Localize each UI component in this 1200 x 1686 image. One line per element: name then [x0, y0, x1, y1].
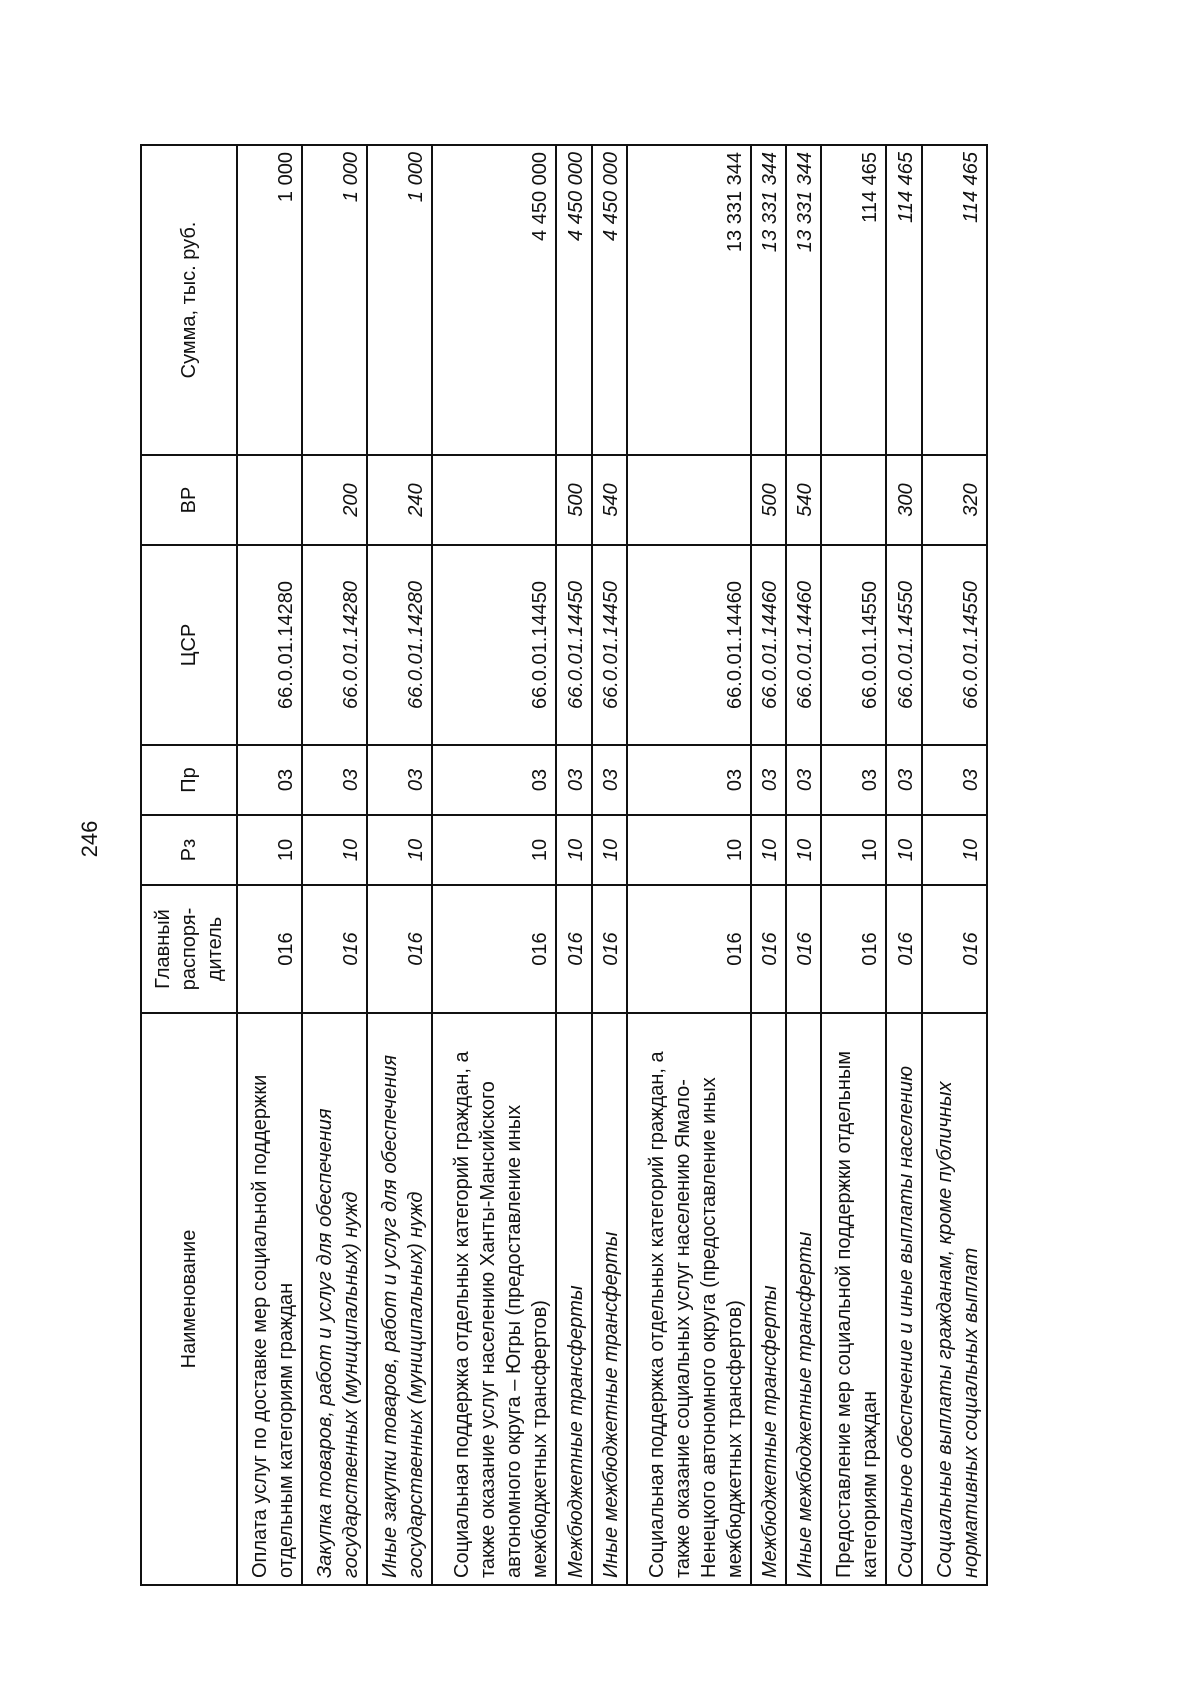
cell-sum: 13 331 344	[627, 145, 751, 455]
cell-vr: 540	[786, 455, 821, 545]
cell-csr: 66.0.01.14550	[821, 545, 886, 745]
cell-rz: 10	[237, 815, 302, 885]
cell-name: Межбюджетные трансферты	[751, 1013, 786, 1585]
table-row	[556, 145, 591, 1585]
cell-rz: 10	[302, 815, 367, 885]
cell-rz: 10	[592, 815, 627, 885]
cell-vr	[821, 455, 886, 545]
cell-name: Иные межбюджетные трансферты	[786, 1013, 821, 1585]
cell-gr: 016	[432, 885, 556, 1013]
cell-gr: 016	[922, 885, 987, 1013]
cell-pr: 03	[432, 745, 556, 815]
cell-vr	[237, 455, 302, 545]
cell-rz: 10	[886, 815, 921, 885]
cell-sum: 13 331 344	[786, 145, 821, 455]
header-vr: ВР	[141, 455, 237, 545]
cell-csr: 66.0.01.14550	[922, 545, 987, 745]
cell-gr: 016	[237, 885, 302, 1013]
page-number: 246	[77, 820, 102, 858]
cell-pr: 03	[237, 745, 302, 815]
cell-vr: 200	[302, 455, 367, 545]
cell-pr: 03	[592, 745, 627, 815]
cell-gr: 016	[821, 885, 886, 1013]
cell-name: Иные закупки товаров, работ и услуг для обеспечения государственных (муниципальных) нужд	[367, 1013, 432, 1585]
cell-vr	[432, 455, 556, 545]
table-row	[786, 145, 821, 1585]
table-row	[237, 145, 302, 1585]
cell-vr: 300	[886, 455, 921, 545]
cell-name: Социальная поддержка отдельных категорий граждан, а также оказание услуг населению Ханты-Мансийского автономного округа – Югры (предоставление иных межбюджетных трансфертов)	[432, 1013, 556, 1585]
table-row	[432, 145, 556, 1585]
table-row	[922, 145, 987, 1585]
cell-vr: 320	[922, 455, 987, 545]
cell-pr: 03	[786, 745, 821, 815]
cell-gr: 016	[592, 885, 627, 1013]
cell-pr: 03	[751, 745, 786, 815]
cell-csr: 66.0.01.14280	[367, 545, 432, 745]
cell-sum: 1 000	[367, 145, 432, 455]
cell-rz: 10	[556, 815, 591, 885]
table-row	[627, 145, 751, 1585]
cell-name: Закупка товаров, работ и услуг для обеспечения государственных (муниципальных) нужд	[302, 1013, 367, 1585]
table-row	[821, 145, 886, 1585]
budget-table	[140, 144, 988, 1586]
cell-name: Социальное обеспечение и иные выплаты населению	[886, 1013, 921, 1585]
cell-csr: 66.0.01.14280	[237, 545, 302, 745]
cell-gr: 016	[786, 885, 821, 1013]
cell-csr: 66.0.01.14450	[592, 545, 627, 745]
cell-gr: 016	[302, 885, 367, 1013]
cell-sum: 114 465	[922, 145, 987, 455]
cell-name: Социальная поддержка отдельных категорий граждан, а также оказание социальных услуг населению Ямало-Ненецкого автономного округа (предоставление иных межбюджетных трансфертов)	[627, 1013, 751, 1585]
cell-vr: 500	[556, 455, 591, 545]
cell-name: Оплата услуг по доставке мер социальной поддержки отдельным категориям граждан	[237, 1013, 302, 1585]
cell-name: Межбюджетные трансферты	[556, 1013, 591, 1585]
cell-gr: 016	[751, 885, 786, 1013]
cell-pr: 03	[556, 745, 591, 815]
cell-rz: 10	[432, 815, 556, 885]
cell-pr: 03	[821, 745, 886, 815]
header-rz: Рз	[141, 815, 237, 885]
table-row	[751, 145, 786, 1585]
cell-csr: 66.0.01.14550	[886, 545, 921, 745]
table-row	[886, 145, 921, 1585]
cell-csr: 66.0.01.14450	[432, 545, 556, 745]
cell-vr: 240	[367, 455, 432, 545]
cell-pr: 03	[886, 745, 921, 815]
cell-pr: 03	[627, 745, 751, 815]
cell-gr: 016	[627, 885, 751, 1013]
table-row	[302, 145, 367, 1585]
budget-table-sheet	[140, 146, 988, 1586]
header-csr: ЦСР	[141, 545, 237, 745]
cell-csr: 66.0.01.14460	[627, 545, 751, 745]
cell-gr: 016	[556, 885, 591, 1013]
cell-sum: 114 465	[886, 145, 921, 455]
header-pr: Пр	[141, 745, 237, 815]
table-row	[367, 145, 432, 1585]
cell-rz: 10	[367, 815, 432, 885]
header-sum: Сумма, тыс. руб.	[141, 145, 237, 455]
cell-gr: 016	[367, 885, 432, 1013]
header-name: Наименование	[141, 1013, 237, 1585]
table-row	[592, 145, 627, 1585]
cell-rz: 10	[821, 815, 886, 885]
cell-sum: 1 000	[237, 145, 302, 455]
cell-sum: 1 000	[302, 145, 367, 455]
cell-gr: 016	[886, 885, 921, 1013]
cell-rz: 10	[922, 815, 987, 885]
cell-rz: 10	[786, 815, 821, 885]
cell-sum: 4 450 000	[432, 145, 556, 455]
cell-rz: 10	[627, 815, 751, 885]
cell-vr: 540	[592, 455, 627, 545]
cell-pr: 03	[922, 745, 987, 815]
cell-csr: 66.0.01.14460	[751, 545, 786, 745]
header-gr: Главный распоря-дитель	[141, 885, 237, 1013]
cell-csr: 66.0.01.14450	[556, 545, 591, 745]
cell-sum: 13 331 344	[751, 145, 786, 455]
cell-name: Иные межбюджетные трансферты	[592, 1013, 627, 1585]
cell-sum: 114 465	[821, 145, 886, 455]
cell-name: Предоставление мер социальной поддержки отдельным категориям граждан	[821, 1013, 886, 1585]
cell-name: Социальные выплаты гражданам, кроме публичных нормативных социальных выплат	[922, 1013, 987, 1585]
cell-csr: 66.0.01.14460	[786, 545, 821, 745]
cell-pr: 03	[302, 745, 367, 815]
cell-vr	[627, 455, 751, 545]
cell-sum: 4 450 000	[556, 145, 591, 455]
table-header-row	[141, 145, 237, 1585]
cell-pr: 03	[367, 745, 432, 815]
cell-vr: 500	[751, 455, 786, 545]
cell-sum: 4 450 000	[592, 145, 627, 455]
cell-rz: 10	[751, 815, 786, 885]
cell-csr: 66.0.01.14280	[302, 545, 367, 745]
